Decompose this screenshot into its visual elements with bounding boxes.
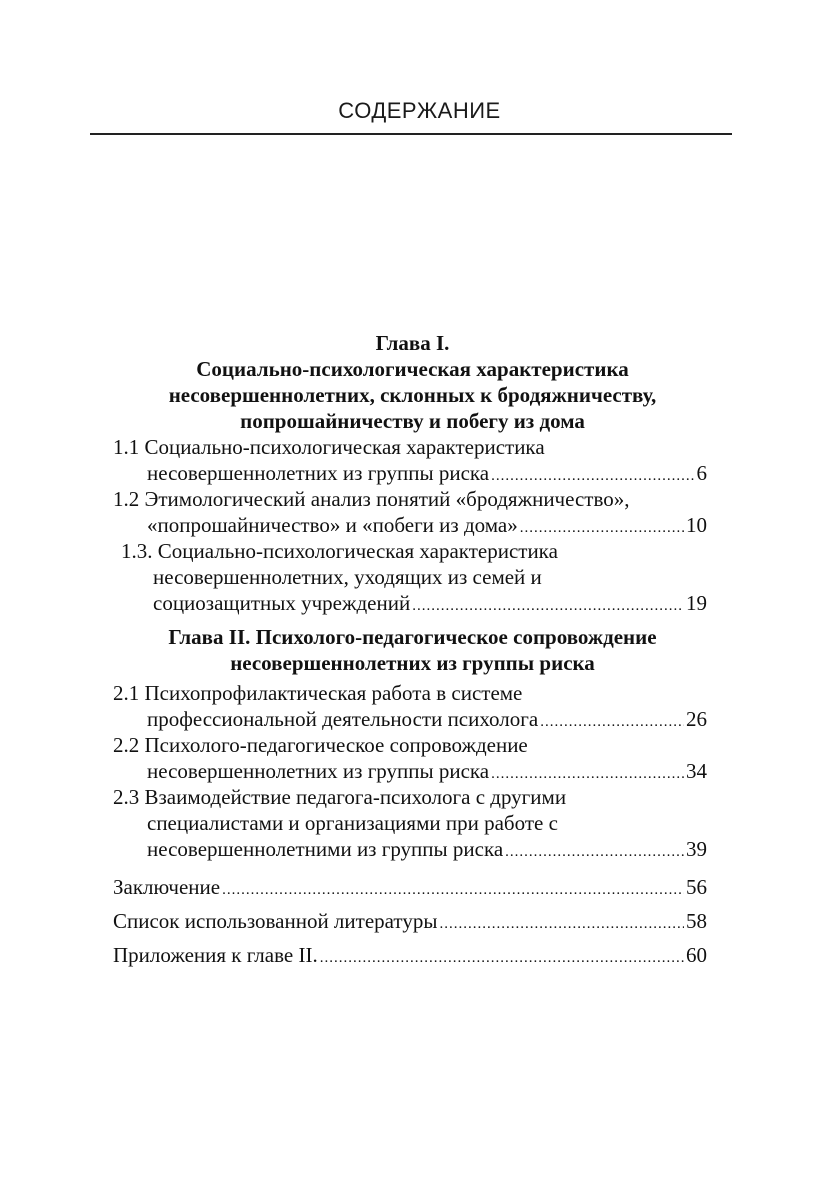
- chapter-1-title-line: несовершеннолетних, склонных к бродяжничеству,: [168, 383, 657, 407]
- toc-entry-text: несовершеннолетними из группы риска: [147, 837, 504, 861]
- header-divider: [90, 133, 732, 135]
- page-number: 10: [686, 513, 707, 537]
- toc-entry-2-3-line: 2.3 Взаимодействие педагога-психолога с другими: [113, 785, 567, 809]
- toc-entry-2-2-line: 2.2 Психолого-педагогическое сопровождение: [113, 733, 528, 757]
- toc-entry-1-3-line: 1.3. Социально-психологическая характеристика: [121, 539, 558, 563]
- toc-entry-text: несовершеннолетних из группы риска: [147, 759, 490, 783]
- toc-entry-text: Заключение: [113, 875, 221, 899]
- dot-leader: [439, 911, 684, 937]
- toc-entry-2-2[interactable]: [147, 758, 707, 787]
- toc-entry-1-3[interactable]: [153, 590, 707, 619]
- toc-entry-references[interactable]: [113, 908, 707, 937]
- toc-entry-text: Приложения к главе II.: [113, 943, 318, 967]
- toc-entry-text: Список использованной литературы: [113, 909, 438, 933]
- toc-entry-text: профессиональной деятельности психолога: [147, 707, 539, 731]
- page-number: 26: [686, 707, 707, 731]
- page-number: 39: [686, 837, 707, 861]
- running-head-title: СОДЕРЖАНИЕ: [338, 98, 501, 123]
- toc-entry-1-3-line: несовершеннолетних, уходящих из семей и: [153, 565, 542, 589]
- dot-leader: [222, 877, 684, 903]
- toc-entry-1-1[interactable]: [147, 460, 707, 489]
- toc-entry-text: несовершеннолетних из группы риска: [147, 461, 490, 485]
- page-number: 34: [686, 759, 707, 783]
- dot-leader: [540, 709, 684, 735]
- toc-entry-1-2[interactable]: [147, 512, 707, 541]
- toc-entry-2-1-line: 2.1 Психопрофилактическая работа в системе: [113, 681, 523, 705]
- chapter-1-title-line: попрошайничеству и побегу из дома: [240, 409, 585, 433]
- toc-entry-conclusion[interactable]: [113, 874, 707, 903]
- dot-leader: [505, 839, 684, 865]
- chapter-2-title-line: Глава II. Психолого-педагогическое сопровождение: [168, 625, 657, 649]
- toc-entry-1-2-line: 1.2 Этимологический анализ понятий «бродяжничество»,: [113, 487, 630, 511]
- page-number: 6: [696, 461, 707, 485]
- toc-entry-appendices[interactable]: [113, 942, 707, 971]
- dot-leader: [412, 593, 684, 619]
- toc-entry-2-1[interactable]: [147, 706, 707, 735]
- chapter-2-title-line: несовершеннолетних из группы риска: [230, 651, 595, 675]
- page-number: 19: [686, 591, 707, 615]
- page-number: 56: [686, 875, 707, 899]
- page-number: 58: [686, 909, 707, 933]
- chapter-1-title-line: Социально-психологическая характеристика: [196, 357, 629, 381]
- toc-entry-2-3[interactable]: [147, 836, 707, 865]
- toc-entry-text: социозащитных учреждений: [153, 591, 411, 615]
- dot-leader: [320, 945, 684, 971]
- page-number: 60: [686, 943, 707, 967]
- toc-entry-2-3-line: специалистами и организациями при работе с: [147, 811, 558, 835]
- toc-entry-1-1-line: 1.1 Социально-психологическая характеристика: [113, 435, 545, 459]
- toc-entry-text: «попрошайничество» и «побеги из дома»: [147, 513, 518, 537]
- chapter-1-number: Глава I.: [375, 331, 450, 355]
